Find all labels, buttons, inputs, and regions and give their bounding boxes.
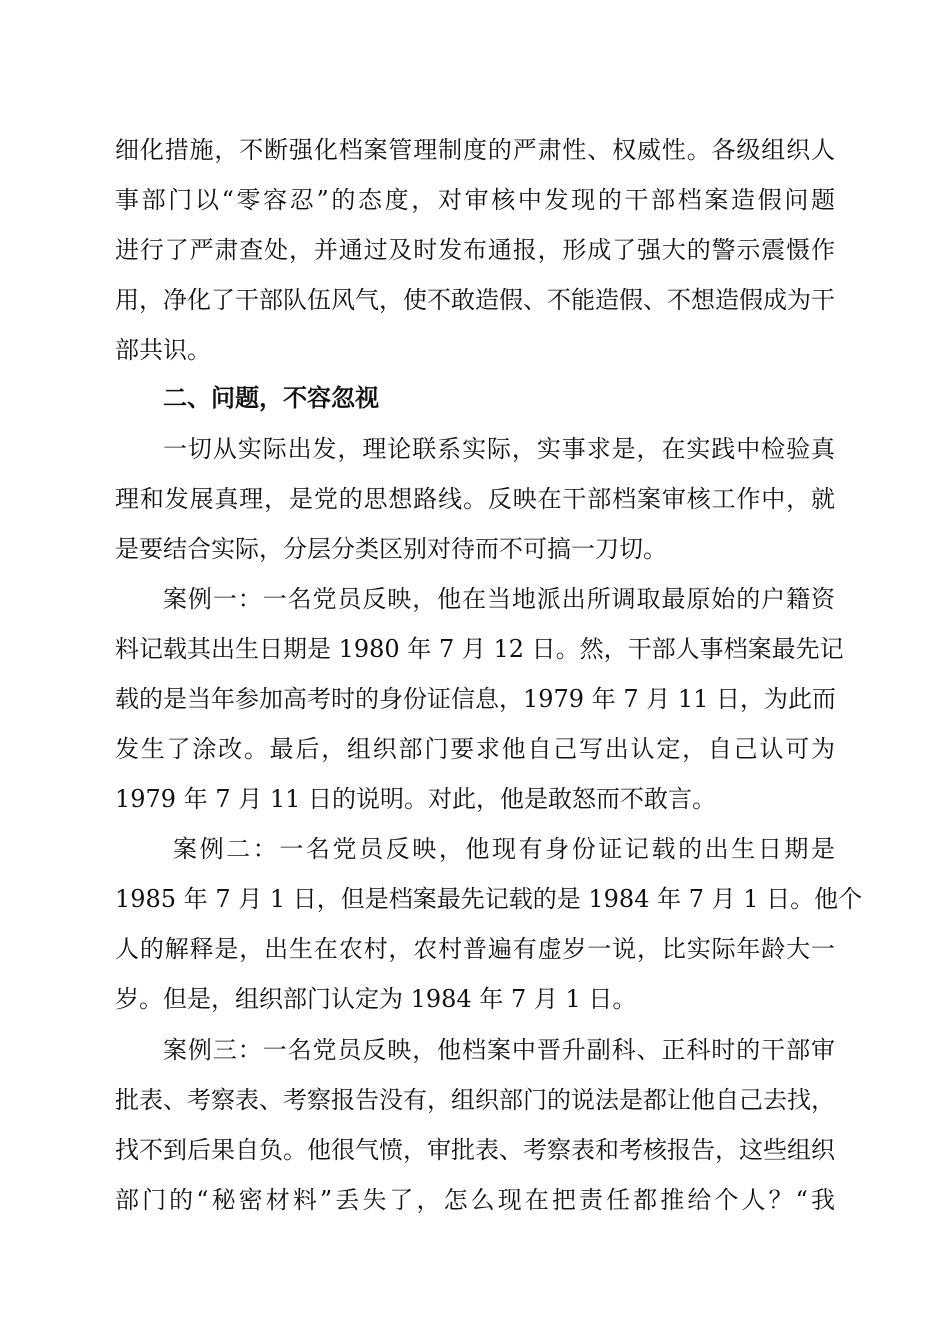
paragraph-line: 人的解释是，出生在农村，农村普遍有虚岁一说，比实际年龄大一 (115, 935, 835, 963)
paragraph-line: 1979 年 7 月 11 日的说明。对此，他是敢怒而不敢言。 (115, 785, 717, 813)
paragraph-line: 1985 年 7 月 1 日，但是档案最先记载的是 1984 年 7 月 1 日。他个 (115, 885, 863, 913)
paragraph-line: 用，净化了干部队伍风气，使不敢造假、不能造假、不想造假成为干 (115, 286, 835, 314)
paragraph-line: 进行了严肃查处，并通过及时发布通报，形成了强大的警示震慑作 (115, 236, 835, 264)
paragraph-line: 发生了涂改。最后，组织部门要求他自己写出认定，自己认可为 (115, 735, 835, 763)
paragraph-line: 案例三：一名党员反映，他档案中晋升副科、正科时的干部审 (163, 1036, 835, 1064)
paragraph-line: 岁。但是，组织部门认定为 1984 年 7 月 1 日。 (115, 985, 637, 1013)
paragraph-line: 部门的“秘密材料”丢失了，怎么现在把责任都推给个人？“我 (115, 1186, 835, 1214)
paragraph-line: 批表、考察表、考察报告没有，组织部门的说法是都让他自己去找， (115, 1086, 835, 1114)
paragraph-line: 找不到后果自负。他很气愤，审批表、考察表和考核报告，这些组织 (115, 1136, 835, 1164)
paragraph-line: 事部门以“零容忍”的态度，对审核中发现的干部档案造假问题 (115, 186, 835, 214)
paragraph-line: 载的是当年参加高考时的身份证信息，1979 年 7 月 11 日，为此而 (115, 685, 837, 713)
paragraph-line: 一切从实际出发，理论联系实际，实事求是，在实践中检验真 (163, 435, 835, 463)
paragraph-line: 细化措施，不断强化档案管理制度的严肃性、权威性。各级组织人 (115, 136, 835, 164)
paragraph-line: 部共识。 (115, 336, 211, 364)
paragraph-line: 案例二：一名党员反映，他现有身份证记载的出生日期是 (173, 835, 835, 863)
paragraph-line: 理和发展真理，是党的思想路线。反映在干部档案审核工作中，就 (115, 485, 835, 513)
paragraph-line: 是要结合实际，分层分类区别对待而不可搞一刀切。 (115, 535, 667, 563)
paragraph-line: 料记载其出生日期是 1980 年 7 月 12 日。然，干部人事档案最先记 (115, 635, 844, 663)
paragraph-line: 案例一：一名党员反映，他在当地派出所调取最原始的户籍资 (163, 585, 835, 613)
section-heading: 二、问题，不容忽视 (163, 384, 379, 412)
